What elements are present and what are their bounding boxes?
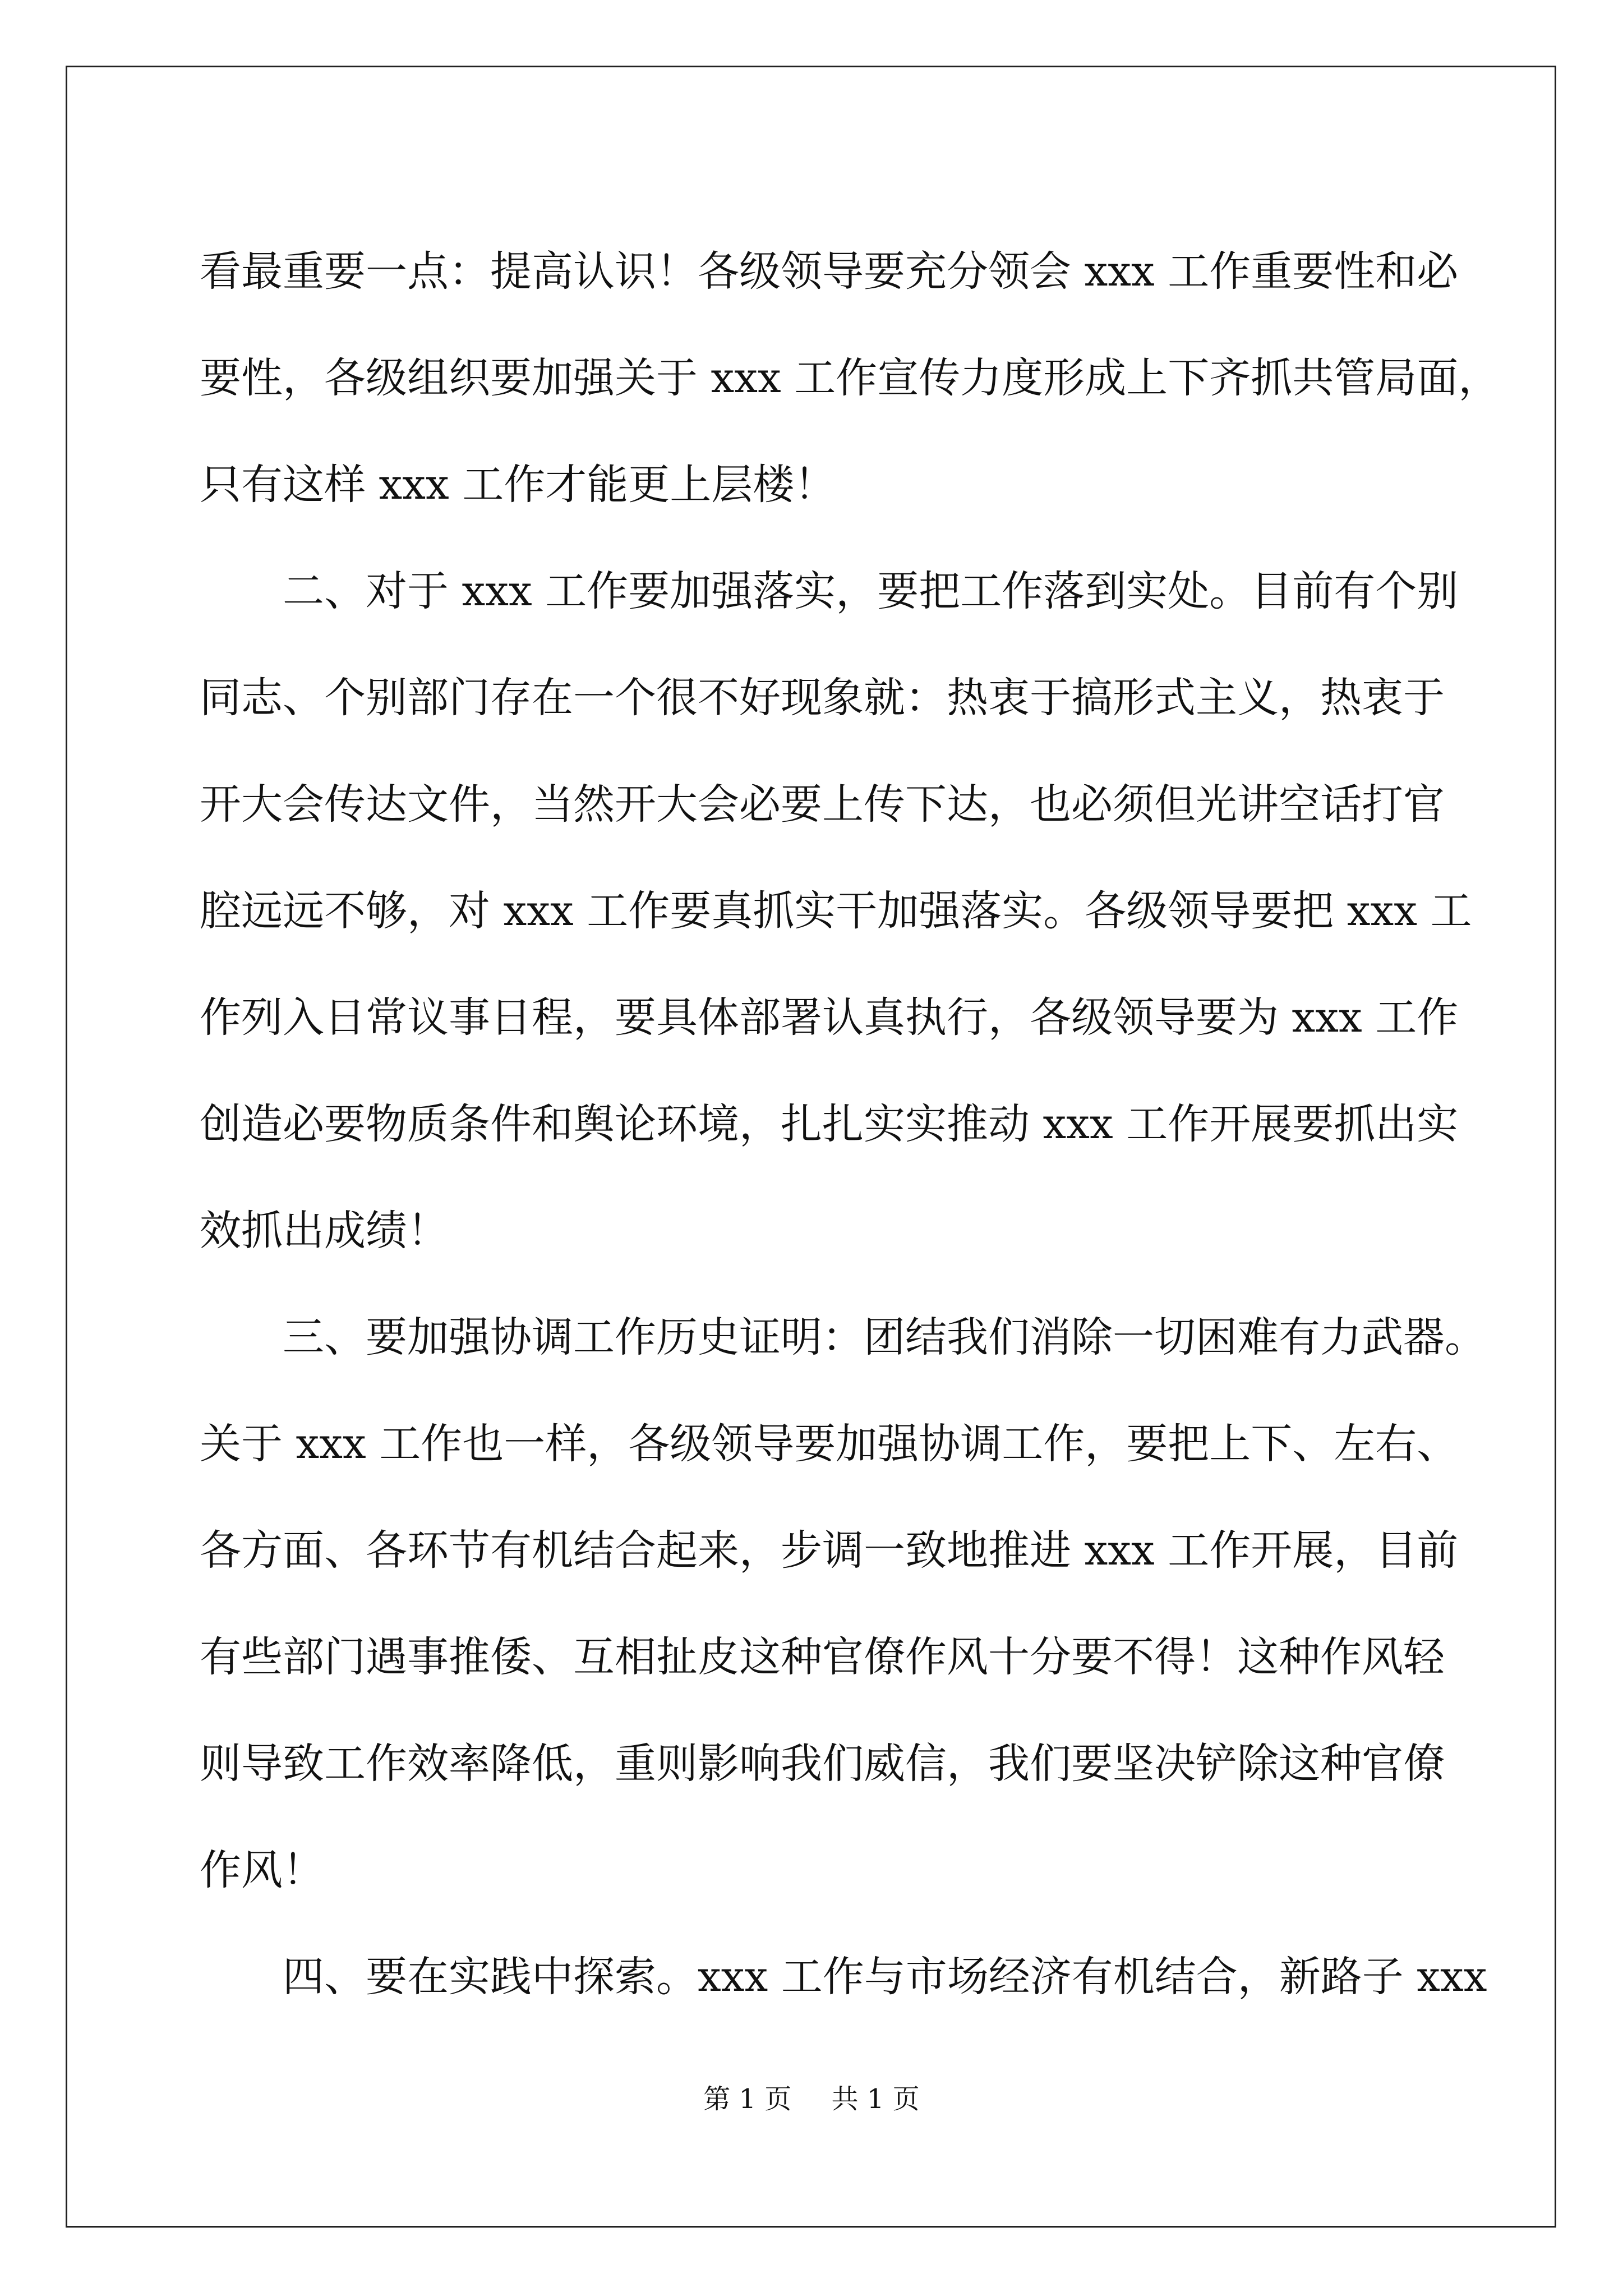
text-line: 效抓出成绩！	[200, 1207, 449, 1255]
text-line: 创造必要物质条件和舆论环境，扎扎实实推动 xxx 工作开展要抓出实	[200, 1100, 1459, 1148]
text-line: 作列入日常议事日程，要具体部署认真执行，各级领导要为 xxx 工作	[200, 993, 1459, 1042]
page-number-current: 第 1 页	[703, 2083, 792, 2115]
text-line: 看最重要一点：提高认识！各级领导要充分领会 xxx 工作重要性和必	[200, 247, 1459, 296]
text-line: 则导致工作效率降低，重则影响我们威信，我们要坚决铲除这种官僚	[200, 1740, 1445, 1788]
text-line: 只有这样 xxx 工作才能更上层楼！	[200, 461, 836, 509]
document-body	[200, 218, 1500, 2030]
text-line: 作风！	[200, 1846, 324, 1894]
page-number-total: 共 1 页	[831, 2083, 920, 2115]
text-line: 同志、个别部门存在一个很不好现象就：热衷于搞形式主义，热衷于	[200, 674, 1445, 722]
text-line: 关于 xxx 工作也一样，各级领导要加强协调工作，要把上下、左右、	[200, 1420, 1459, 1468]
text-line: 二、对于 xxx 工作要加强落实，要把工作落到实处。目前有个别	[283, 567, 1459, 615]
text-line: 开大会传达文件，当然开大会必要上传下达，也必须但光讲空话打官	[200, 780, 1445, 829]
page-footer	[0, 2082, 1623, 2116]
text-line: 各方面、各环节有机结合起来，步调一致地推进 xxx 工作开展，目前	[200, 1526, 1459, 1575]
text-line: 四、要在实践中探索。xxx 工作与市场经济有机结合，新路子 xxx	[283, 1953, 1487, 2001]
text-line: 有些部门遇事推倭、互相扯皮这种官僚作风十分要不得！这种作风轻	[200, 1633, 1445, 1681]
text-line: 要性，各级组织要加强关于 xxx 工作宣传力度形成上下齐抓共管局面，	[200, 354, 1500, 402]
text-line: 三、要加强协调工作历史证明：团结我们消除一切困难有力武器。	[283, 1313, 1486, 1361]
text-line: 腔远远不够，对 xxx 工作要真抓实干加强落实。各级领导要把 xxx 工	[200, 887, 1472, 935]
